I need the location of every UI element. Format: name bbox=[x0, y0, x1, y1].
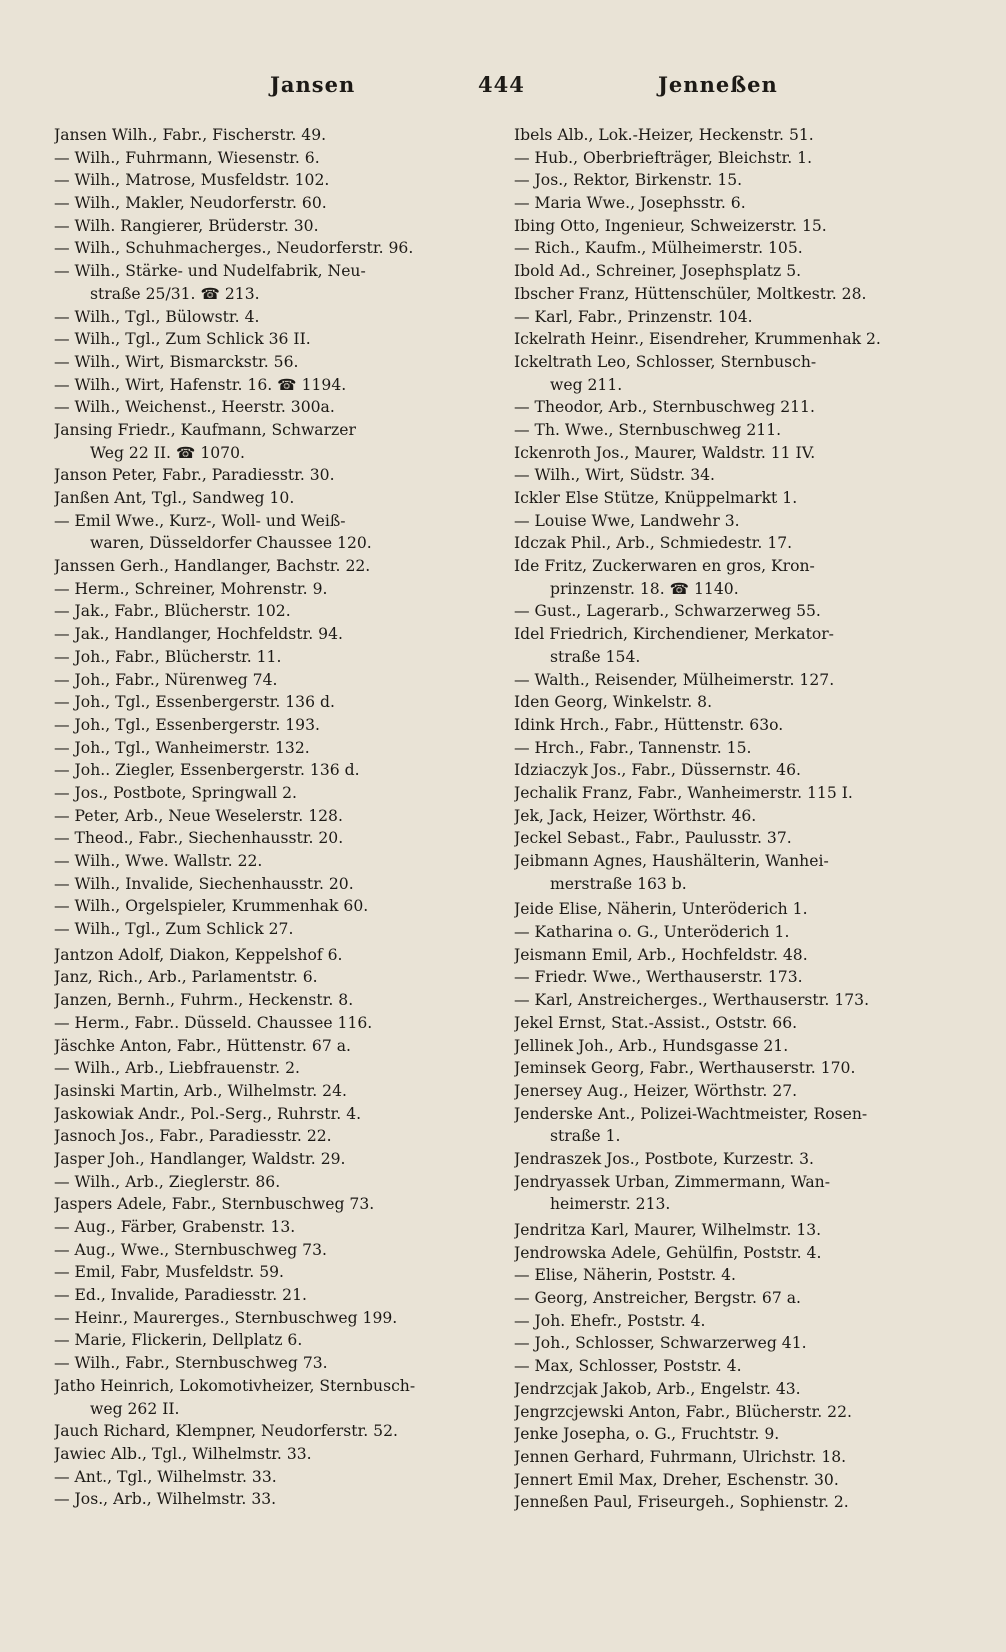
directory-entry-line: Ibold Ad., Schreiner, Josephsplatz 5. bbox=[514, 262, 802, 281]
directory-entry-line: — Wilh., Fuhrmann, Wiesenstr. 6. bbox=[54, 148, 320, 167]
directory-entry-line: — Jos., Rektor, Birkenstr. 15. bbox=[514, 171, 743, 190]
directory-entry-line: Jendraszek Jos., Postbote, Kurzestr. 3. bbox=[514, 1149, 814, 1168]
page-header bbox=[0, 72, 1006, 112]
directory-entry-line: merstraße 163 b. bbox=[550, 874, 687, 893]
directory-entry-line: straße 25/31. ☎ 213. bbox=[90, 284, 260, 303]
directory-entry-line: — Wilh., Matrose, Musfeldstr. 102. bbox=[54, 171, 330, 190]
directory-entry-line: Jasinski Martin, Arb., Wilhelmstr. 24. bbox=[54, 1081, 347, 1100]
directory-entry-line: — Joh., Schlosser, Schwarzerweg 41. bbox=[514, 1334, 807, 1353]
directory-entry-line: Jechalik Franz, Fabr., Wanheimerstr. 115 I. bbox=[514, 783, 853, 802]
directory-entry-line: Ickler Else Stütze, Knüppelmarkt 1. bbox=[514, 489, 798, 507]
directory-entry-line: prinzenstr. 18. ☎ 1140. bbox=[550, 579, 739, 598]
directory-entry-line: — Wilh., Makler, Neudorferstr. 60. bbox=[54, 194, 327, 213]
directory-entry-line: — Jak., Fabr., Blücherstr. 102. bbox=[54, 602, 291, 621]
directory-entry-line: — Emil Wwe., Kurz-, Woll- und Weiß- bbox=[54, 511, 346, 530]
directory-entry-line: Idczak Phil., Arb., Schmiedestr. 17. bbox=[514, 534, 793, 553]
directory-entry-line: — Theodor, Arb., Sternbuschweg 211. bbox=[514, 398, 815, 417]
directory-entry-line: — Gust., Lagerarb., Schwarzerweg 55. bbox=[514, 602, 821, 621]
header-right-keyword: Jenneßen bbox=[658, 72, 778, 97]
directory-entry-line: — Joh.. Ziegler, Essenbergerstr. 136 d. bbox=[54, 761, 360, 780]
directory-entry-line: Weg 22 II. ☎ 1070. bbox=[90, 443, 245, 462]
directory-entry-line: Jennen Gerhard, Fuhrmann, Ulrichstr. 18. bbox=[514, 1447, 847, 1466]
directory-entry-line: — Th. Wwe., Sternbuschweg 211. bbox=[514, 420, 782, 439]
directory-entry-line: — Theod., Fabr., Siechenhausstr. 20. bbox=[54, 829, 344, 848]
directory-entry-line: — Joh. Ehefr., Poststr. 4. bbox=[514, 1311, 706, 1330]
directory-entry-line: Janssen Gerh., Handlanger, Bachstr. 22. bbox=[54, 557, 371, 576]
directory-entry-line: — Louise Wwe, Landwehr 3. bbox=[514, 511, 740, 530]
directory-entry-line: — Walth., Reisender, Mülheimerstr. 127. bbox=[514, 670, 835, 689]
directory-entry-line: Ickeltrath Leo, Schlosser, Sternbusch- bbox=[514, 352, 817, 371]
directory-entry-line: Jennert Emil Max, Dreher, Eschenstr. 30. bbox=[514, 1470, 839, 1489]
directory-entry-line: Jek, Jack, Heizer, Wörthstr. 46. bbox=[514, 806, 757, 825]
directory-entry-line: — Wilh., Schuhmacherges., Neudorferstr. 96. bbox=[54, 239, 414, 258]
directory-entry-line: Jasnoch Jos., Fabr., Paradiesstr. 22. bbox=[54, 1127, 332, 1146]
directory-entry-line: — Friedr. Wwe., Werthauserstr. 173. bbox=[514, 968, 803, 987]
directory-entry-line: Idel Friedrich, Kirchendiener, Merkator- bbox=[514, 625, 834, 644]
directory-entry-line: Janzen, Bernh., Fuhrm., Heckenstr. 8. bbox=[54, 991, 354, 1010]
directory-entry-line: Jauch Richard, Klempner, Neudorferstr. 52. bbox=[54, 1422, 398, 1441]
directory-entry-line: Ibing Otto, Ingenieur, Schweizerstr. 15. bbox=[514, 216, 827, 235]
directory-entry-line: — Wilh., Arb., Liebfrauenstr. 2. bbox=[54, 1059, 300, 1078]
directory-entry-line: — Marie, Flickerin, Dellplatz 6. bbox=[54, 1331, 303, 1350]
directory-entry-line: — Wilh., Orgelspieler, Krummenhak 60. bbox=[54, 897, 369, 916]
directory-entry-line: — Wilh., Weichenst., Heerstr. 300a. bbox=[54, 398, 335, 417]
directory-entry-line: — Jak., Handlanger, Hochfeldstr. 94. bbox=[54, 625, 343, 644]
directory-entry-line: — Joh., Fabr., Nürenweg 74. bbox=[54, 670, 278, 689]
page-number: 444 bbox=[478, 72, 525, 97]
directory-entry-line: — Wilh., Wirt, Hafenstr. 16. ☎ 1194. bbox=[54, 375, 347, 394]
directory-entry-line: Jendrzcjak Jakob, Arb., Engelstr. 43. bbox=[514, 1379, 801, 1398]
directory-entry-line: Idziaczyk Jos., Fabr., Düssernstr. 46. bbox=[514, 761, 801, 780]
directory-entry-line: — Wilh., Stärke- und Nudelfabrik, Neu- bbox=[54, 262, 366, 281]
directory-entry-line: — Max, Schlosser, Poststr. 4. bbox=[514, 1357, 742, 1376]
directory-entry-line: — Karl, Fabr., Prinzenstr. 104. bbox=[514, 307, 753, 326]
right-column bbox=[514, 124, 954, 1514]
directory-entry-line: — Wilh., Tgl., Zum Schlick 36 II. bbox=[54, 330, 311, 349]
directory-entry-line: — Joh., Tgl., Essenbergerstr. 193. bbox=[54, 715, 320, 734]
directory-entry-line: Jansing Friedr., Kaufmann, Schwarzer bbox=[54, 420, 356, 439]
directory-entry-line: Jansen Wilh., Fabr., Fischerstr. 49. bbox=[54, 126, 327, 144]
directory-entry-line: — Herm., Schreiner, Mohrenstr. 9. bbox=[54, 579, 328, 598]
directory-entry-line: Jeckel Sebast., Fabr., Paulusstr. 37. bbox=[514, 829, 792, 848]
directory-entry-line: Iden Georg, Winkelstr. 8. bbox=[514, 693, 713, 712]
directory-entry-line: — Peter, Arb., Neue Weselerstr. 128. bbox=[54, 806, 343, 825]
directory-entry-line: — Aug., Färber, Grabenstr. 13. bbox=[54, 1218, 296, 1236]
directory-entry-line: — Wilh., Wirt, Bismarckstr. 56. bbox=[54, 352, 299, 371]
directory-entry-line: Jenderske Ant., Polizei-Wachtmeister, Rosen- bbox=[514, 1104, 868, 1123]
directory-entry-line: — Jos., Postbote, Springwall 2. bbox=[54, 783, 297, 802]
directory-entry-line: Ide Fritz, Zuckerwaren en gros, Kron- bbox=[514, 557, 815, 576]
directory-entry-line: — Emil, Fabr, Musfeldstr. 59. bbox=[54, 1263, 285, 1282]
directory-entry-line: Jenke Josepha, o. G., Fruchtstr. 9. bbox=[514, 1425, 780, 1444]
directory-entry-line: Idink Hrch., Fabr., Hüttenstr. 63o. bbox=[514, 715, 784, 734]
directory-entry-line: — Aug., Wwe., Sternbuschweg 73. bbox=[54, 1240, 327, 1259]
directory-entry-line: Jatho Heinrich, Lokomotivheizer, Sternbusch- bbox=[54, 1376, 416, 1395]
directory-entry-line: weg 262 II. bbox=[90, 1399, 180, 1418]
directory-entry-line: straße 154. bbox=[550, 647, 641, 666]
directory-entry-line: Janson Peter, Fabr., Paradiesstr. 30. bbox=[54, 466, 335, 485]
directory-entry-line: — Elise, Näherin, Poststr. 4. bbox=[514, 1266, 736, 1285]
directory-entry-line: Jengrzcjewski Anton, Fabr., Blücherstr. 22. bbox=[514, 1402, 852, 1421]
directory-entry-line: Jeminsek Georg, Fabr., Werthauserstr. 170. bbox=[514, 1059, 856, 1078]
directory-entry-line: — Jos., Arb., Wilhelmstr. 33. bbox=[54, 1490, 277, 1509]
directory-entry-line: Jeibmann Agnes, Haushälterin, Wanhei- bbox=[514, 852, 829, 870]
directory-entry-line: — Heinr., Maurerges., Sternbuschweg 199. bbox=[54, 1308, 398, 1327]
directory-entry-line: Jaspers Adele, Fabr., Sternbuschweg 73. bbox=[54, 1195, 375, 1214]
directory-entry-line: — Herm., Fabr.. Düsseld. Chaussee 116. bbox=[54, 1013, 373, 1032]
directory-entry-line: — Wilh., Wirt, Südstr. 34. bbox=[514, 466, 715, 485]
directory-entry-line: Jekel Ernst, Stat.-Assist., Oststr. 66. bbox=[514, 1013, 798, 1032]
directory-entry-line: — Hub., Oberbriefträger, Bleichstr. 1. bbox=[514, 148, 813, 167]
header-left-keyword: Jansen bbox=[270, 72, 356, 97]
directory-entry-line: Jendritza Karl, Maurer, Wilhelmstr. 13. bbox=[514, 1221, 822, 1239]
directory-entry-line: — Katharina o. G., Unteröderich 1. bbox=[514, 923, 790, 942]
directory-entry-line: Ickenroth Jos., Maurer, Waldstr. 11 IV. bbox=[514, 443, 816, 462]
directory-entry-line: Jaskowiak Andr., Pol.-Serg., Ruhrstr. 4. bbox=[54, 1104, 362, 1123]
directory-entry-line: — Joh., Tgl., Essenbergerstr. 136 d. bbox=[54, 693, 335, 712]
directory-entry-line: — Joh., Fabr., Blücherstr. 11. bbox=[54, 647, 282, 666]
directory-entry-line: Ibels Alb., Lok.-Heizer, Heckenstr. 51. bbox=[514, 126, 814, 144]
directory-entry-line: Ibscher Franz, Hüttenschüler, Moltkestr. 28. bbox=[514, 284, 867, 303]
directory-entry-line: — Wilh., Tgl., Bülowstr. 4. bbox=[54, 307, 260, 326]
directory-entry-line: waren, Düsseldorfer Chaussee 120. bbox=[90, 534, 372, 553]
directory-entry-line: — Wilh., Arb., Zieglerstr. 86. bbox=[54, 1172, 281, 1191]
directory-entry-line: — Joh., Tgl., Wanheimerstr. 132. bbox=[54, 738, 310, 757]
directory-entry-line: Jenneßen Paul, Friseurgeh., Sophienstr. 2. bbox=[514, 1493, 849, 1512]
directory-entry-line: Jendryassek Urban, Zimmermann, Wan- bbox=[514, 1172, 830, 1191]
directory-entry-line: Janz, Rich., Arb., Parlamentstr. 6. bbox=[54, 968, 318, 987]
directory-entry-line: — Wilh., Wwe. Wallstr. 22. bbox=[54, 852, 263, 870]
directory-entry-line: Jellinek Joh., Arb., Hundsgasse 21. bbox=[514, 1036, 789, 1055]
directory-entry-line: — Ed., Invalide, Paradiesstr. 21. bbox=[54, 1286, 307, 1305]
directory-entry-line: — Wilh., Tgl., Zum Schlick 27. bbox=[54, 920, 294, 939]
directory-entry-line: Jeide Elise, Näherin, Unteröderich 1. bbox=[514, 900, 808, 919]
directory-entry-line: straße 1. bbox=[550, 1127, 621, 1146]
directory-entry-line: Jawiec Alb., Tgl., Wilhelmstr. 33. bbox=[54, 1444, 312, 1463]
directory-entry-line: — Wilh., Fabr., Sternbuschweg 73. bbox=[54, 1354, 328, 1373]
directory-entry-line: — Karl, Anstreicherges., Werthauserstr. 173. bbox=[514, 991, 870, 1010]
directory-entry-line: — Wilh. Rangierer, Brüderstr. 30. bbox=[54, 216, 319, 235]
directory-entry-line: weg 211. bbox=[550, 375, 623, 394]
directory-entry-line: Jäschke Anton, Fabr., Hüttenstr. 67 a. bbox=[54, 1036, 351, 1055]
directory-entry-line: Ickelrath Heinr., Eisendreher, Krummenhak 2. bbox=[514, 330, 881, 349]
directory-entry-line: heimerstr. 213. bbox=[550, 1195, 671, 1214]
directory-entry-line: — Maria Wwe., Josephsstr. 6. bbox=[514, 194, 746, 213]
directory-entry-line: — Wilh., Invalide, Siechenhausstr. 20. bbox=[54, 874, 354, 893]
directory-entry-line: — Georg, Anstreicher, Bergstr. 67 a. bbox=[514, 1289, 801, 1308]
directory-entry-line: Jeismann Emil, Arb., Hochfeldstr. 48. bbox=[514, 945, 808, 964]
left-column bbox=[54, 124, 492, 1511]
directory-entry-line: Jasper Joh., Handlanger, Waldstr. 29. bbox=[54, 1149, 346, 1168]
directory-entry-line: Janßen Ant, Tgl., Sandweg 10. bbox=[54, 489, 295, 507]
directory-entry-line: Jenersey Aug., Heizer, Wörthstr. 27. bbox=[514, 1081, 798, 1100]
directory-entry-line: — Rich., Kaufm., Mülheimerstr. 105. bbox=[514, 239, 803, 258]
directory-entry-line: — Ant., Tgl., Wilhelmstr. 33. bbox=[54, 1467, 277, 1486]
directory-entry-line: Jendrowska Adele, Gehülfin, Poststr. 4. bbox=[514, 1243, 822, 1262]
directory-entry-line: Jantzon Adolf, Diakon, Keppelshof 6. bbox=[54, 945, 343, 964]
directory-entry-line: — Hrch., Fabr., Tannenstr. 15. bbox=[514, 738, 752, 757]
